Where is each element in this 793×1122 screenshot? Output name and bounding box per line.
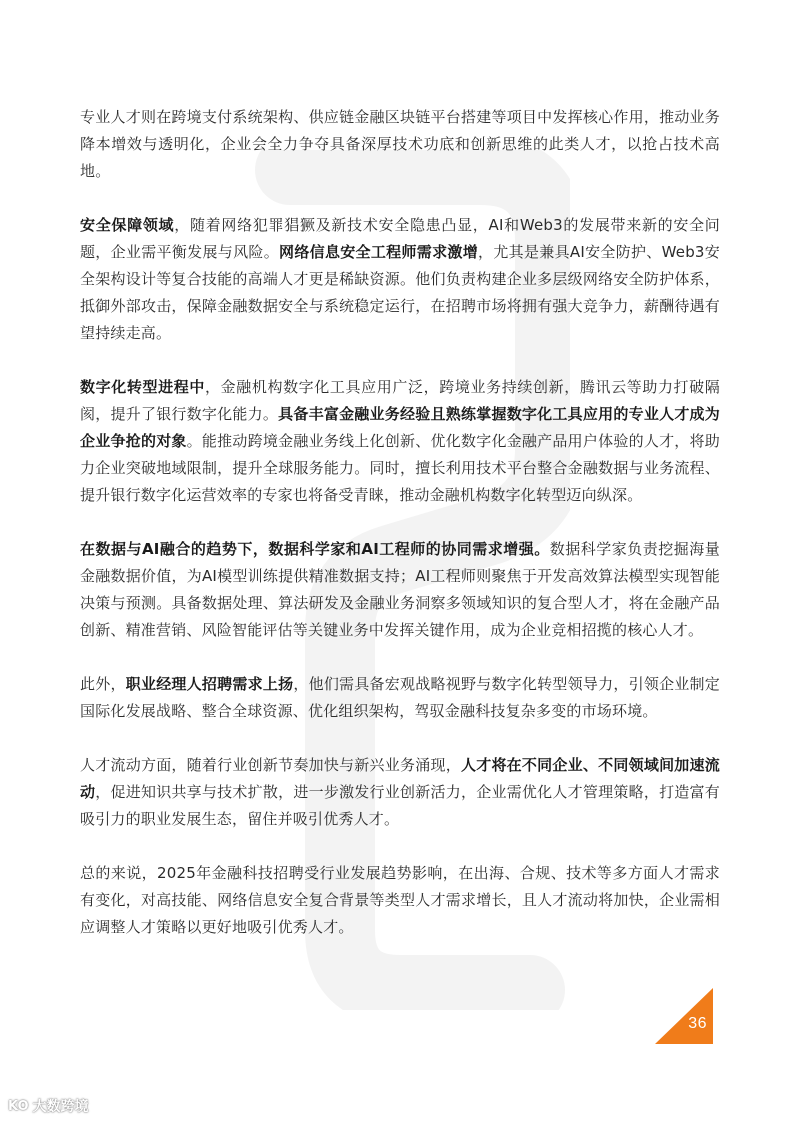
text-run: ，促进知识共享与技术扩散，进一步激发行业创新活力，企业需优化人才管理策略，打造富有吸引力的职业发展生态，留住并吸引优秀人才。 <box>80 783 720 828</box>
text-run: 总的来说，2025年金融科技招聘受行业发展趋势影响，在出海、合规、技术等多方面人才需求有变化，对高技能、网络信息安全复合背景等类型人才需求增长，且人才流动将加快，企业需相应调整人才策略以更好地吸引优秀人才。 <box>80 864 720 936</box>
paragraph <box>80 671 720 725</box>
page-number: 36 <box>688 1015 707 1032</box>
text-run: ，金融机构数字化工具应用广泛，跨境业务持续创新，腾讯云等助力打破隔阂，提升了银行数字化能力。 <box>80 378 720 423</box>
text-run: 。能推动跨境金融业务线上化创新、优化数字化金融产品用户体验的人才，将助力企业突破地域限制，提升全球服务能力。同时，擅长利用技术平台整合金融数据与业务流程、提升银行数字化运营效率的专家也将备受青睐，推动金融机构数字化转型迈向纵深。 <box>80 432 720 504</box>
bold-text: 网络信息安全工程师需求激增 <box>279 243 479 261</box>
text-run: 专业人才则在跨境支付系统架构、供应链金融区块链平台搭建等项目中发挥核心作用，推动业务降本增效与透明化，企业会全力争夺具备深厚技术功底和创新思维的此类人才，以抢占技术高地。 <box>80 108 720 180</box>
paragraph <box>80 374 720 509</box>
bold-text: 人才将在不同企业、不同领域间加速流动 <box>80 756 720 801</box>
brand-watermark <box>8 1096 89 1116</box>
bold-text: 数字化转型进程中 <box>80 378 205 396</box>
bold-text: 职业经理人招聘需求上扬 <box>125 675 294 693</box>
text-run: ，他们需具备宏观战略视野与数字化转型领导力，引领企业制定国际化发展战略、整合全球资源、优化组织架构，驾驭金融科技复杂多变的市场环境。 <box>80 675 720 720</box>
bold-text: 在数据与AI融合的趋势下，数据科学家和AI工程师的协同需求增强。 <box>80 540 550 558</box>
text-run: 数据科学家负责挖掘海量金融数据价值，为AI模型训练提供精准数据支持；AI工程师则聚焦于开发高效算法模型实现智能决策与预测。具备数据处理、算法研发及金融业务洞察多领域知识的复合型人才，将在金融产品创新、精准营销、风险智能评估等关键业务中发挥关键作用，成为企业竞相招揽的核心人才。 <box>80 540 720 639</box>
paragraph <box>80 860 720 941</box>
brand-text: 大数跨境 <box>32 1099 89 1115</box>
text-run: ，尤其是兼具AI安全防护、Web3安全架构设计等复合技能的高端人才更是稀缺资源。他们负责构建企业多层级网络安全防护体系，抵御外部攻击，保障金融数据安全与系统稳定运行，在招聘市场将拥有强大竞争力，薪酬待遇有望持续走高。 <box>80 243 720 342</box>
paragraph <box>80 104 720 185</box>
bold-text: 安全保障领域 <box>80 216 175 234</box>
text-run: 人才流动方面，随着行业创新节奏加快与新兴业务涌现， <box>80 756 461 774</box>
paragraph <box>80 752 720 833</box>
document-body <box>80 104 720 968</box>
brand-logo-icon: KO <box>8 1098 29 1114</box>
text-run: ，随着网络犯罪猖獗及新技术安全隐患凸显，AI和Web3的发展带来新的安全问题，企业需平衡发展与风险。 <box>80 216 720 261</box>
text-run: 此外， <box>80 675 126 693</box>
paragraph <box>80 212 720 347</box>
bold-text: 具备丰富金融业务经验且熟练掌握数字化工具应用的专业人才成为企业争抢的对象 <box>80 405 720 450</box>
paragraph <box>80 536 720 644</box>
